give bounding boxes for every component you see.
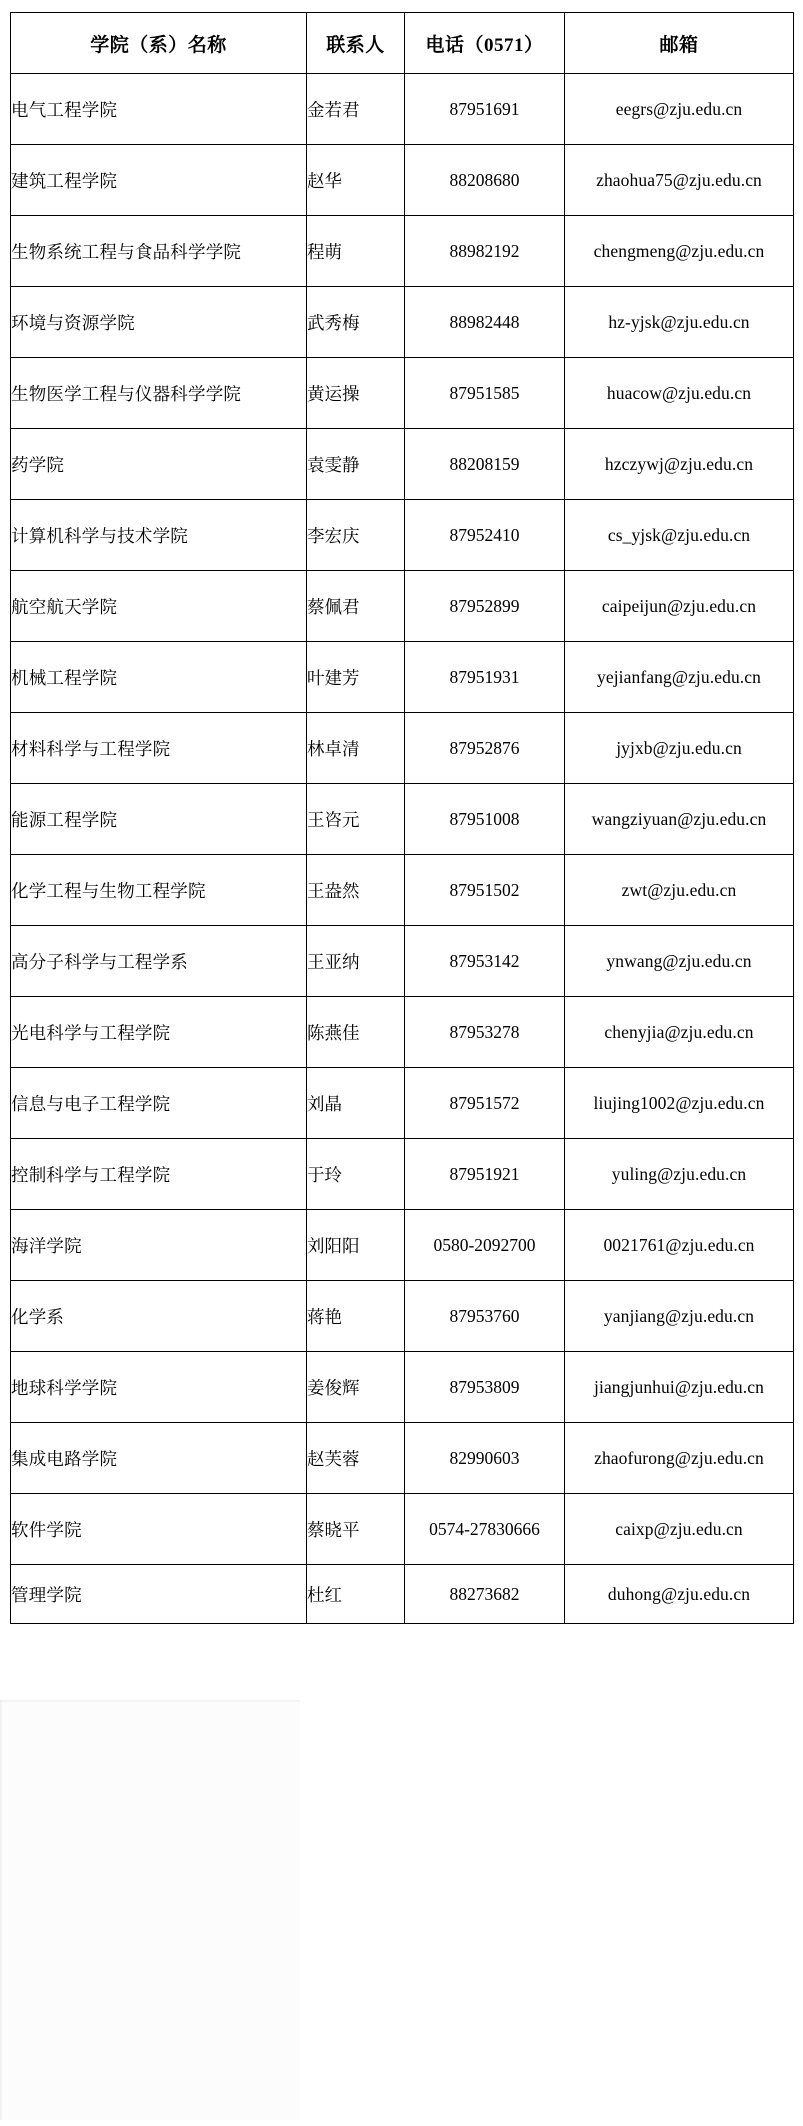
cell-phone: 87953142: [405, 926, 565, 997]
table-row: [11, 926, 794, 997]
cell-contact-person: 叶建芳: [307, 642, 405, 713]
cell-email: yuling@zju.edu.cn: [565, 1139, 794, 1210]
cell-department: 航空航天学院: [11, 571, 307, 642]
college-contact-table: [10, 12, 794, 1624]
cell-email: eegrs@zju.edu.cn: [565, 74, 794, 145]
cell-department: 能源工程学院: [11, 784, 307, 855]
cell-phone: 87951585: [405, 358, 565, 429]
cell-email: huacow@zju.edu.cn: [565, 358, 794, 429]
cell-email: yanjiang@zju.edu.cn: [565, 1281, 794, 1352]
cell-email: chengmeng@zju.edu.cn: [565, 216, 794, 287]
table-row: [11, 145, 794, 216]
cell-phone: 87951921: [405, 1139, 565, 1210]
cell-phone: 87952899: [405, 571, 565, 642]
cell-contact-person: 于玲: [307, 1139, 405, 1210]
cell-department: 材料科学与工程学院: [11, 713, 307, 784]
cell-email: cs_yjsk@zju.edu.cn: [565, 500, 794, 571]
cell-phone: 87951691: [405, 74, 565, 145]
background-watermark: [0, 1700, 300, 2120]
cell-phone: 87953760: [405, 1281, 565, 1352]
cell-department: 信息与电子工程学院: [11, 1068, 307, 1139]
cell-phone: 87951502: [405, 855, 565, 926]
cell-contact-person: 王咨元: [307, 784, 405, 855]
column-header-email: 邮箱: [565, 13, 794, 74]
cell-contact-person: 程萌: [307, 216, 405, 287]
cell-phone: 87953809: [405, 1352, 565, 1423]
cell-phone: 88982192: [405, 216, 565, 287]
cell-department: 地球科学学院: [11, 1352, 307, 1423]
cell-contact-person: 姜俊辉: [307, 1352, 405, 1423]
cell-department: 化学工程与生物工程学院: [11, 855, 307, 926]
cell-contact-person: 王盎然: [307, 855, 405, 926]
cell-phone: 0580-2092700: [405, 1210, 565, 1281]
cell-department: 高分子科学与工程学系: [11, 926, 307, 997]
cell-department: 计算机科学与技术学院: [11, 500, 307, 571]
table-row: [11, 429, 794, 500]
cell-contact-person: 刘阳阳: [307, 1210, 405, 1281]
cell-email: wangziyuan@zju.edu.cn: [565, 784, 794, 855]
cell-contact-person: 金若君: [307, 74, 405, 145]
cell-email: caipeijun@zju.edu.cn: [565, 571, 794, 642]
table-row: [11, 1352, 794, 1423]
table-row: [11, 784, 794, 855]
cell-department: 海洋学院: [11, 1210, 307, 1281]
cell-email: zwt@zju.edu.cn: [565, 855, 794, 926]
cell-phone: 87951931: [405, 642, 565, 713]
cell-department: 控制科学与工程学院: [11, 1139, 307, 1210]
table-row: [11, 287, 794, 358]
table-row: [11, 642, 794, 713]
cell-email: zhaohua75@zju.edu.cn: [565, 145, 794, 216]
cell-contact-person: 陈燕佳: [307, 997, 405, 1068]
cell-department: 生物系统工程与食品科学学院: [11, 216, 307, 287]
table-row: [11, 571, 794, 642]
cell-phone: 88208159: [405, 429, 565, 500]
table-row: [11, 216, 794, 287]
cell-email: caixp@zju.edu.cn: [565, 1494, 794, 1565]
cell-contact-person: 蔡晓平: [307, 1494, 405, 1565]
cell-department: 电气工程学院: [11, 74, 307, 145]
cell-phone: 87951008: [405, 784, 565, 855]
cell-contact-person: 李宏庆: [307, 500, 405, 571]
cell-email: ynwang@zju.edu.cn: [565, 926, 794, 997]
cell-department: 管理学院: [11, 1565, 307, 1624]
table-header-row: [11, 13, 794, 74]
cell-phone: 87952876: [405, 713, 565, 784]
cell-email: hzczywj@zju.edu.cn: [565, 429, 794, 500]
table-row: [11, 358, 794, 429]
table-row: [11, 74, 794, 145]
cell-email: zhaofurong@zju.edu.cn: [565, 1423, 794, 1494]
cell-email: jiangjunhui@zju.edu.cn: [565, 1352, 794, 1423]
column-header-phone: 电话（0571）: [405, 13, 565, 74]
cell-phone: 0574-27830666: [405, 1494, 565, 1565]
table-row: [11, 1210, 794, 1281]
cell-contact-person: 赵华: [307, 145, 405, 216]
cell-contact-person: 林卓清: [307, 713, 405, 784]
cell-phone: 87953278: [405, 997, 565, 1068]
cell-contact-person: 蒋艳: [307, 1281, 405, 1352]
table-row: [11, 1494, 794, 1565]
table-body: [11, 74, 794, 1624]
table-row: [11, 1565, 794, 1624]
table-row: [11, 1423, 794, 1494]
cell-department: 建筑工程学院: [11, 145, 307, 216]
cell-email: chenyjia@zju.edu.cn: [565, 997, 794, 1068]
table-header: [11, 13, 794, 74]
cell-email: jyjxb@zju.edu.cn: [565, 713, 794, 784]
cell-email: yejianfang@zju.edu.cn: [565, 642, 794, 713]
cell-department: 机械工程学院: [11, 642, 307, 713]
cell-contact-person: 赵芙蓉: [307, 1423, 405, 1494]
cell-email: duhong@zju.edu.cn: [565, 1565, 794, 1624]
cell-contact-person: 袁雯静: [307, 429, 405, 500]
table-row: [11, 855, 794, 926]
cell-contact-person: 黄运操: [307, 358, 405, 429]
cell-contact-person: 武秀梅: [307, 287, 405, 358]
cell-contact-person: 杜红: [307, 1565, 405, 1624]
cell-phone: 87952410: [405, 500, 565, 571]
cell-email: hz-yjsk@zju.edu.cn: [565, 287, 794, 358]
cell-phone: 87951572: [405, 1068, 565, 1139]
cell-department: 化学系: [11, 1281, 307, 1352]
cell-phone: 82990603: [405, 1423, 565, 1494]
table-row: [11, 713, 794, 784]
cell-phone: 88273682: [405, 1565, 565, 1624]
cell-email: liujing1002@zju.edu.cn: [565, 1068, 794, 1139]
cell-department: 药学院: [11, 429, 307, 500]
cell-contact-person: 刘晶: [307, 1068, 405, 1139]
table-row: [11, 1068, 794, 1139]
cell-department: 光电科学与工程学院: [11, 997, 307, 1068]
cell-department: 集成电路学院: [11, 1423, 307, 1494]
cell-email: 0021761@zju.edu.cn: [565, 1210, 794, 1281]
cell-phone: 88208680: [405, 145, 565, 216]
cell-contact-person: 王亚纳: [307, 926, 405, 997]
table-row: [11, 500, 794, 571]
cell-phone: 88982448: [405, 287, 565, 358]
table-row: [11, 1281, 794, 1352]
cell-contact-person: 蔡佩君: [307, 571, 405, 642]
cell-department: 生物医学工程与仪器科学学院: [11, 358, 307, 429]
cell-department: 环境与资源学院: [11, 287, 307, 358]
column-header-department: 学院（系）名称: [11, 13, 307, 74]
column-header-contact-person: 联系人: [307, 13, 405, 74]
table-row: [11, 1139, 794, 1210]
cell-department: 软件学院: [11, 1494, 307, 1565]
table-row: [11, 997, 794, 1068]
